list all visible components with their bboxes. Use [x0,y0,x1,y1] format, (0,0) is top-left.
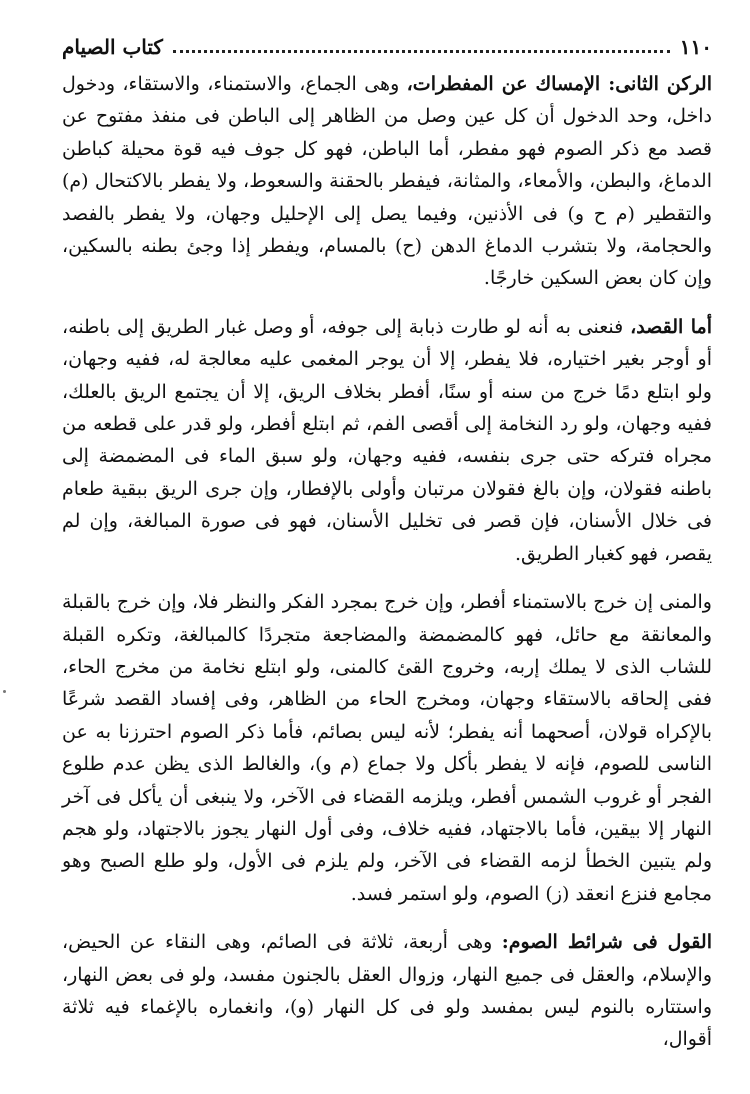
paragraph-emission [62,586,712,910]
paragraph-text: وهى أربعة، ثلاثة فى الصائم، وهى النقاء عن الحيض، والإسلام، والعقل فى جميع النهار، وزوال العقل بالجنون مفسد، ولو فى بعض النهار، واستتاره بالنوم ليس بمفسد ولو فى كل النهار (و)، وانغماره بالإغماء فيه ثلاثة أقوال، [62,931,712,1051]
paragraph-intent [62,311,712,570]
paragraph-fasting-pillar [62,68,712,295]
margin-mark [3,690,6,693]
paragraph-text: وهى الجماع، والاستمناء، والاستقاء، ودخول داخل، وحد الدخول أن كل عين وصل من الظاهر إلى الباطن فى منفذ مفتوح عن قصد مع ذكر الصوم فهو مفطر، أما الباطن، فهو كل جوف فيه قوة محيلة كباطن الدماغ، والبطن، والأمعاء، والمثانة، فيفطر بالحقنة والسعوط، ولا يفطر بالاكتحال (م) والتقطير (م ح و) فى الأذنين، وفيما يصل إلى الإحليل وجهان، ولا يفطر بالفصد والحجامة، ولا بتشرب الدماغ الدهن (ح) بالمسام، ويفطر إذا وجئ بطنه بالسكين، وإن كان بعض السكين خارجًا. [62,73,712,290]
paragraph-heading: أما القصد، [630,315,712,338]
paragraph-text: والمنى إن خرج بالاستمناء أفطر، وإن خرج بمجرد الفكر والنظر فلا، وإن خرج بالقبلة والمعانقة مع حائل، فهو كالمضمضة والمضاجعة متجردًا كالمبالغة، وتكره القبلة للشاب الذى لا يملك إربه، وخروج القئ كالمنى، ولو ابتلع نخامة من مخرج الحاء، ففى إلحاقه بالاستقاء وجهان، ومخرج الحاء من الظاهر، وفى إفساد القصد شرعًا بالإكراه قولان، أصحهما أنه يفطر؛ لأنه ليس بصائم، فأما ذكر الصوم احترزنا به عن الناسى للصوم، فإنه لا يفطر بأكل ولا جماع (م و)، والغالط الذى يظن عدم طلوع الفجر أو غروب الشمس أفطر، ويلزمه القضاء فى الآخر، ولا ينبغى أن يأكل فى آخر النهار إلا بيقين، فأما بالاجتهاد، ففيه خلاف، وفى أول النهار يجوز بالاجتهاد، ولو هجم ولم يتبين الخطأ لزمه القضاء فى الآخر، ولم يلزم فى الأول، ولو طلع الصبح وهو مجامع فنزع انعقد (ز) الصوم، ولو استمر فسد. [62,591,712,905]
running-header [62,30,712,64]
paragraph-text: فنعنى به أنه لو طارت ذبابة إلى جوفه، أو وصل غبار الطريق إلى باطنه، أو أوجر بغير اختياره، فلا يفطر، إلا أن يوجر المغمى عليه معالجة له، ففيه وجهان، ولو ابتلع دمًا خرج من سنه أو سنًا، أفطر بخلاف الريق، إلا أن يجتمع الريق بالعلك، ففيه وجهان، ولو رد النخامة إلى أقصى الفم، ثم ابتلع أفطر، ولو قدر على قطعه من مجراه فتركه حتى جرى بنفسه، ففيه وجهان، ولو سبق الماء فى المضمضة إلى باطنه فقولان، وإن بالغ فقولان مرتبان وأولى بالإفطار، وإن جرى الريق ببقية طعام فى خلال الأسنان، فإن قصر فى تخليل الأسنان، فهو فى صورة المبالغة، وإن لم يقصر، فهو كغبار الطريق. [62,315,712,565]
page-number: ١١٠ [679,35,712,59]
paragraph-conditions [62,926,712,1056]
leader-dots [173,50,670,53]
book-title: كتاب الصيام [62,35,163,59]
paragraph-heading: الركن الثانى: الإمساك عن المفطرات، [406,73,712,95]
paragraph-heading: القول فى شرائط الصوم: [501,931,712,954]
